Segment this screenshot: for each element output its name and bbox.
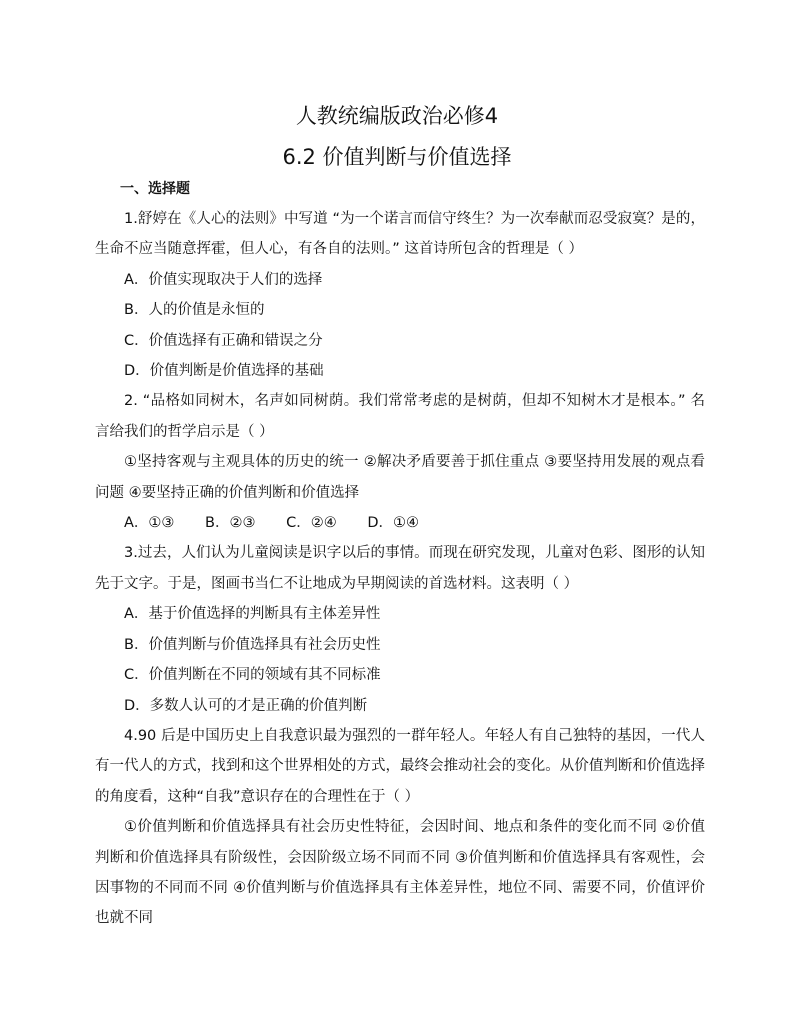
- question-1-option-b: B．人的价值是永恒的: [124, 302, 265, 319]
- question-1-option-a: A．价值实现取决于人们的选择: [124, 271, 323, 288]
- document-subtitle: 6.2 价值判断与价值选择: [282, 145, 512, 169]
- question-3-option-a: A．基于价值选择的判断具有主体差异性: [124, 606, 381, 623]
- question-3-option-b: B．价值判断与价值选择具有社会历史性: [124, 636, 381, 653]
- section-heading: 一、选择题: [120, 181, 190, 197]
- question-2-option-d: D．①④: [367, 515, 419, 532]
- question-3-option-d: D．多数人认可的才是正确的价值判断: [124, 697, 368, 714]
- question-2-option-b: B．②③: [205, 515, 256, 532]
- question-3-stem: 3.过去，人们认为儿童阅读是识字以后的事情。而现在研究发现，儿童对色彩、图形的认知先于文字。于是，图画书当仁不让地成为早期阅读的首选材料。这表明（ ）: [95, 545, 705, 592]
- question-2-option-c: C．②④: [286, 515, 337, 532]
- question-1-option-c: C．价值选择有正确和错误之分: [124, 332, 323, 349]
- question-2-stem: 2. “品格如同树木，名声如同树荫。我们常常考虑的是树荫，但却不知树木才是根本。” 名言给我们的哲学启示是（ ）: [95, 393, 705, 440]
- question-1-stem: 1.舒婷在《人心的法则》中写道 “为一个诺言而信守终生？为一次奉献而忍受寂寞？是的，生命不应当随意挥霍，但人心，有各自的法则。” 这首诗所包含的哲理是（ ）: [95, 211, 705, 258]
- question-4-statements: ①价值判断和价值选择具有社会历史性特征，会因时间、地点和条件的变化而不同 ②价值判断和价值选择具有阶级性，会因阶级立场不同而不同 ③价值判断和价值选择具有客观性，会因事物的不同而不同 ④价值判断与价值选择具有主体差异性，地位不同、需要不同，价值评价也就不同: [95, 819, 705, 927]
- question-4-stem: 4.90 后是中国历史上自我意识最为强烈的一群年轻人。年轻人有自己独特的基因，一代人有一代人的方式，找到和这个世界相处的方式，最终会推动社会的变化。从价值判断和价值选择的角度看，这种“自我”意识存在的合理性在于（ ）: [95, 727, 705, 805]
- question-1-option-d: D．价值判断是价值选择的基础: [124, 363, 324, 380]
- document-title: 人教统编版政治必修4: [295, 104, 499, 128]
- question-2-statements: ①坚持客观与主观具体的历史的统一 ②解决矛盾要善于抓住重点 ③要坚持用发展的观点看问题 ④要坚持正确的价值判断和价值选择: [95, 454, 705, 501]
- question-2-options: [95, 508, 705, 538]
- question-3-option-c: C．价值判断在不同的领域有其不同标准: [124, 667, 381, 684]
- question-list: [95, 204, 705, 934]
- question-2-option-a: A．①③: [124, 515, 175, 532]
